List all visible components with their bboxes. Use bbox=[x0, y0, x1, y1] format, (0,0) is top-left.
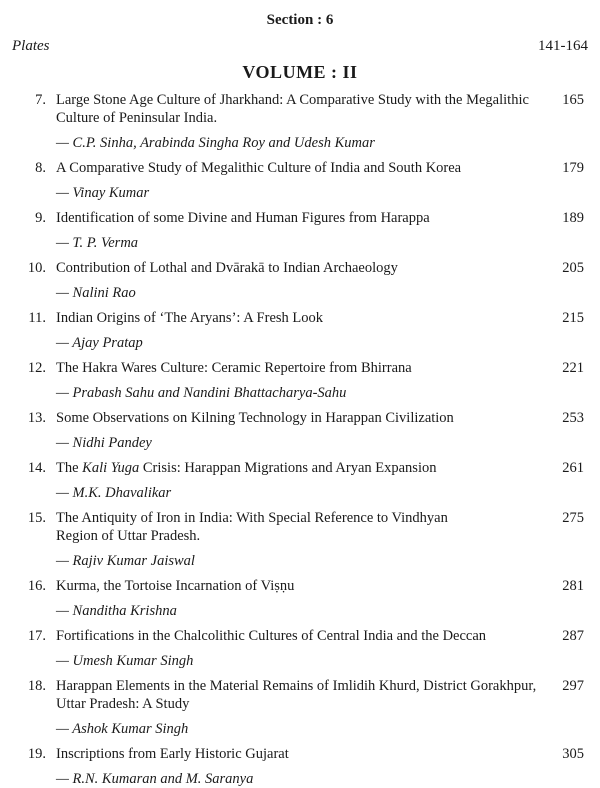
toc-entry bbox=[0, 409, 600, 452]
entry-author: — C.P. Sinha, Arabinda Singha Roy and Udesh Kumar bbox=[56, 135, 375, 151]
entry-title-line: Identification of some Divine and Human Figures from Harappa bbox=[56, 210, 430, 226]
entry-title-row bbox=[0, 309, 600, 327]
toc-entry bbox=[0, 259, 600, 302]
page-number: 281 bbox=[562, 578, 584, 594]
toc-entry bbox=[0, 209, 600, 252]
entry-number: 16. bbox=[27, 578, 46, 594]
entry-title-row bbox=[0, 209, 600, 227]
entry-author: — Nalini Rao bbox=[56, 285, 136, 301]
entry-number: 14. bbox=[27, 460, 46, 476]
toc-entry bbox=[0, 627, 600, 670]
entry-title-row bbox=[0, 677, 600, 713]
table-of-contents bbox=[0, 82, 600, 788]
entry-number: 18. bbox=[27, 678, 46, 694]
entry-number: 12. bbox=[27, 360, 46, 376]
entry-title-row bbox=[0, 577, 600, 595]
toc-entry bbox=[0, 745, 600, 788]
entry-title-line: Contribution of Lothal and Dvārakā to Indian Archaeology bbox=[56, 260, 398, 276]
entry-number: 17. bbox=[27, 628, 46, 644]
entry-title-row bbox=[0, 91, 600, 127]
entry-title-line: Fortifications in the Chalcolithic Cultures of Central India and the Deccan bbox=[56, 628, 487, 644]
entry-author: — Nanditha Krishna bbox=[56, 603, 177, 619]
page-number: 297 bbox=[562, 678, 584, 694]
entry-title-line: Culture of Peninsular India. bbox=[56, 110, 218, 126]
page-number: 215 bbox=[562, 310, 584, 326]
entry-author: — Ashok Kumar Singh bbox=[56, 721, 189, 737]
title-italic: Kali Yuga bbox=[82, 460, 140, 476]
entry-title-line: Some Observations on Kilning Technology in Harappan Civilization bbox=[56, 410, 454, 426]
entry-title-row bbox=[0, 509, 600, 545]
entry-title-line: Large Stone Age Culture of Jharkhand: A Comparative Study with the Megalithic bbox=[56, 92, 529, 108]
page-number: 305 bbox=[562, 746, 584, 762]
entry-author: — Vinay Kumar bbox=[56, 185, 150, 201]
entry-title-line: Kurma, the Tortoise Incarnation of Viṣṇu bbox=[56, 578, 295, 594]
title-prefix: The bbox=[56, 460, 83, 476]
entry-title-line: A Comparative Study of Megalithic Culture of India and South Korea bbox=[56, 160, 462, 176]
entry-title-row bbox=[0, 409, 600, 427]
entry-number: 9. bbox=[35, 210, 46, 226]
entry-number: 8. bbox=[35, 160, 46, 176]
entry-author: — R.N. Kumaran and M. Saranya bbox=[56, 771, 254, 787]
entry-title-row bbox=[0, 459, 600, 477]
plates-row bbox=[12, 38, 588, 58]
section-heading: Section : 6 bbox=[266, 12, 334, 28]
toc-entry bbox=[0, 677, 600, 738]
toc-entry bbox=[0, 459, 600, 502]
entry-title-line: Indian Origins of ‘The Aryans’: A Fresh Look bbox=[56, 310, 324, 326]
entry-title-line: Harappan Elements in the Material Remains of Imlidih Khurd, District Gorakhpur, bbox=[56, 678, 537, 694]
toc-entry bbox=[0, 577, 600, 620]
entry-title-line: The Antiquity of Iron in India: With Special Reference to Vindhyan bbox=[56, 510, 448, 526]
entry-number: 19. bbox=[27, 746, 46, 762]
page-number: 205 bbox=[562, 260, 584, 276]
title-suffix: Crisis: Harappan Migrations and Aryan Expansion bbox=[139, 460, 437, 476]
entry-title-row bbox=[0, 745, 600, 763]
entry-number: 7. bbox=[35, 92, 46, 108]
entry-number: 15. bbox=[27, 510, 46, 526]
toc-entry bbox=[0, 309, 600, 352]
page-number: 165 bbox=[562, 92, 584, 108]
entry-title-row bbox=[0, 259, 600, 277]
entry-author: — Nidhi Pandey bbox=[56, 435, 152, 451]
entry-title-line: The Hakra Wares Culture: Ceramic Repertoire from Bhirrana bbox=[56, 360, 412, 376]
entry-title-row bbox=[0, 627, 600, 645]
page-number: 253 bbox=[562, 410, 584, 426]
page-number: 221 bbox=[562, 360, 584, 376]
toc-entry bbox=[0, 159, 600, 202]
entry-author: — T. P. Verma bbox=[56, 235, 139, 251]
page-number: 179 bbox=[562, 160, 584, 176]
entry-author: — Umesh Kumar Singh bbox=[56, 653, 194, 669]
toc-entry bbox=[0, 91, 600, 152]
entry-title-row bbox=[0, 159, 600, 177]
page-number: 261 bbox=[562, 460, 584, 476]
entry-title-line: Inscriptions from Early Historic Gujarat bbox=[56, 746, 289, 762]
toc-entry bbox=[0, 509, 600, 570]
entry-number: 10. bbox=[27, 260, 46, 276]
entry-title-row bbox=[0, 359, 600, 377]
toc-entry bbox=[0, 359, 600, 402]
entry-author: — M.K. Dhavalikar bbox=[56, 485, 172, 501]
entry-number: 13. bbox=[27, 410, 46, 426]
plates-label: Plates bbox=[12, 38, 50, 54]
page-number: 287 bbox=[562, 628, 584, 644]
volume-heading: VOLUME : II bbox=[242, 62, 358, 82]
entry-number: 11. bbox=[28, 310, 46, 326]
entry-title-line: Uttar Pradesh: A Study bbox=[56, 696, 190, 712]
entry-author: — Ajay Pratap bbox=[56, 335, 143, 351]
page-number: 189 bbox=[562, 210, 584, 226]
plates-pages: 141-164 bbox=[538, 38, 588, 54]
entry-title-line bbox=[56, 459, 550, 477]
entry-author: — Rajiv Kumar Jaiswal bbox=[56, 553, 195, 569]
page-number: 275 bbox=[562, 510, 584, 526]
entry-title-line: Region of Uttar Pradesh. bbox=[56, 528, 201, 544]
entry-author: — Prabash Sahu and Nandini Bhattacharya-Sahu bbox=[56, 385, 347, 401]
